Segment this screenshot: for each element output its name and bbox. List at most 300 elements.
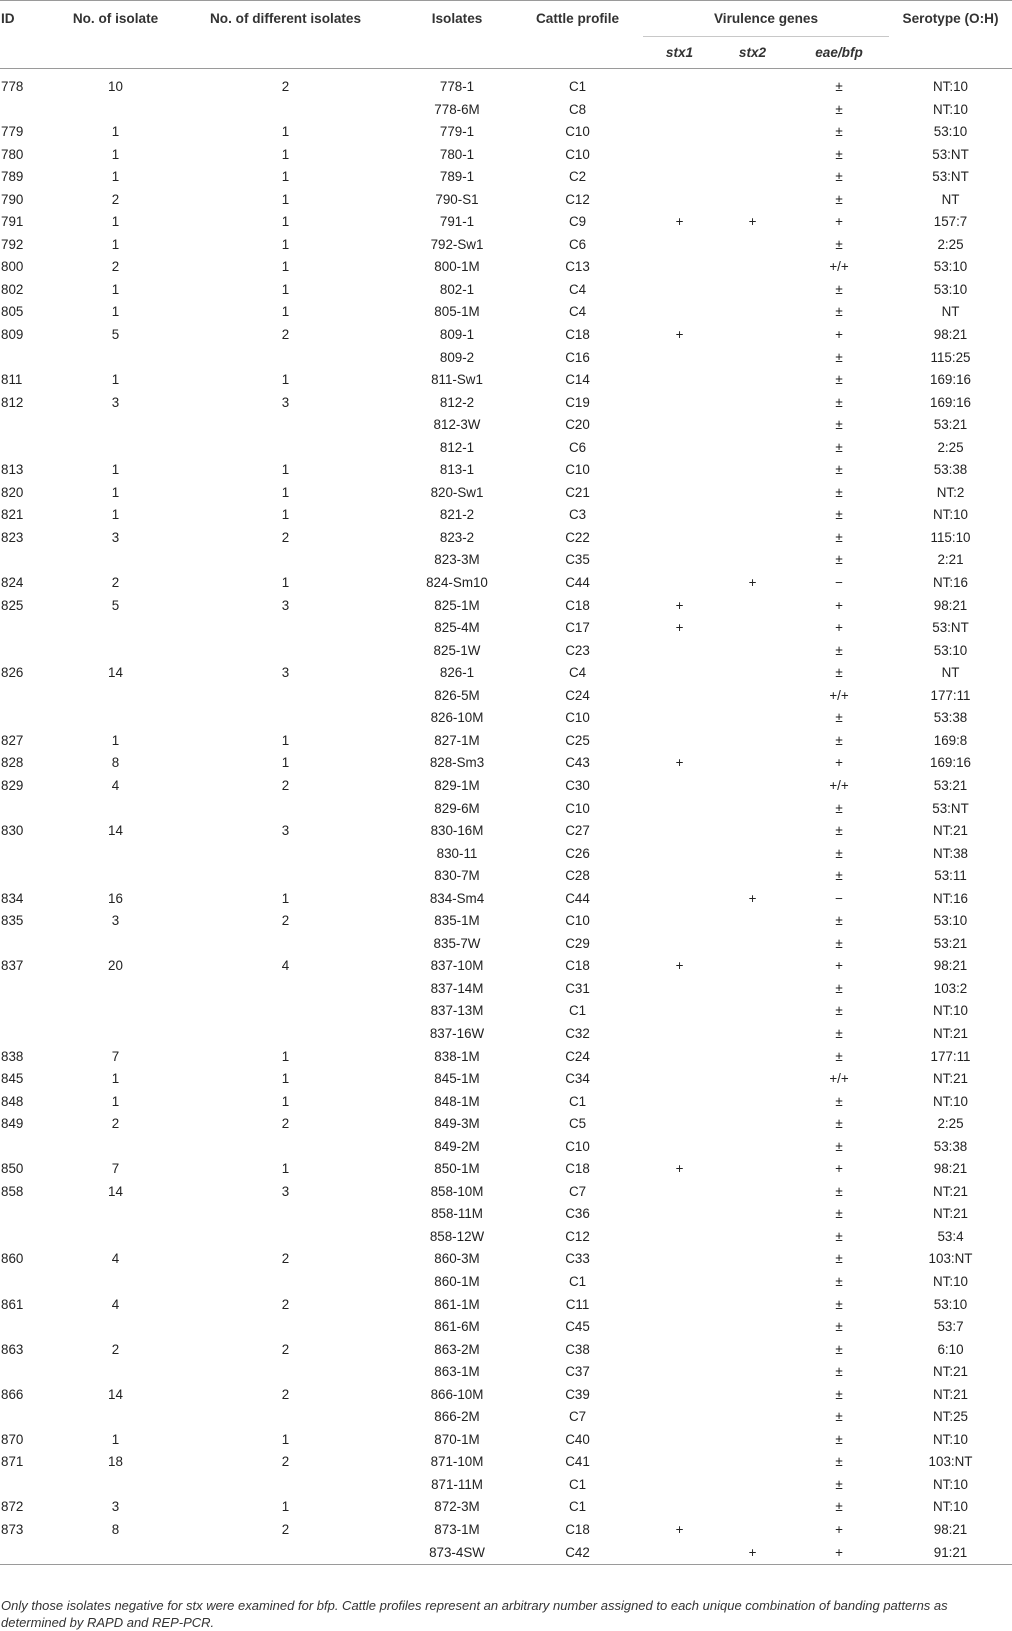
no-isolate-cell (62, 843, 169, 866)
id-cell: 873 (1, 1522, 24, 1537)
eae-bfp-cell: + (835, 327, 843, 343)
cattle-profile-cell: C1 (568, 1499, 587, 1515)
isolate-cell: 824-Sm10 (426, 575, 488, 591)
stx1-cell (643, 1113, 716, 1136)
cattle-profile-cell: C29 (565, 935, 590, 951)
stx2-cell (716, 1519, 789, 1542)
eae-bfp-cell: ± (835, 304, 843, 320)
isolate-cell: 779-1 (439, 124, 475, 140)
isolate-cell: 823-3M (434, 552, 480, 568)
table-body (0, 69, 1012, 1565)
no-isolate-cell: 14 (108, 1183, 123, 1199)
no-different-cell: 1 (281, 1161, 290, 1177)
table-row (0, 1248, 1012, 1271)
cattle-profile-cell: C1 (568, 1003, 587, 1019)
cattle-profile-cell: C38 (565, 1341, 590, 1357)
stx2-cell (716, 99, 789, 122)
cattle-profile-cell: C9 (568, 214, 587, 230)
eae-bfp-cell: ± (835, 1251, 843, 1267)
stx1-cell (643, 1429, 716, 1452)
no-isolate-cell: 18 (108, 1454, 123, 1470)
id-cell (0, 1271, 62, 1294)
stx1-cell (643, 1091, 716, 1114)
eae-bfp-cell: ± (835, 1296, 843, 1312)
id-cell (0, 707, 62, 730)
eae-bfp-cell: ± (835, 980, 843, 996)
serotype-cell: NT:21 (933, 1183, 968, 1199)
stx2-cell (716, 595, 789, 618)
eae-bfp-cell: ± (835, 913, 843, 929)
id-cell: 850 (1, 1161, 24, 1177)
table-row (0, 1519, 1012, 1542)
no-isolate-cell: 1 (111, 1431, 120, 1447)
stx1-cell (643, 256, 716, 279)
cattle-profile-cell: C42 (512, 1542, 643, 1565)
eae-bfp-cell: + (789, 1542, 889, 1565)
serotype-cell: 98:21 (933, 1161, 968, 1177)
table-row (0, 414, 1012, 437)
isolate-cell: 778-6M (434, 101, 480, 117)
id-cell (0, 933, 62, 956)
id-cell: 861 (1, 1296, 24, 1312)
no-different-cell: 1 (281, 169, 290, 185)
stx1-cell (643, 1023, 716, 1046)
stx2-cell (716, 1046, 789, 1069)
cattle-profile-cell: C18 (565, 958, 590, 974)
stx1-cell (643, 504, 716, 527)
cattle-profile-cell: C43 (565, 755, 590, 771)
isolate-cell: 809-2 (439, 349, 475, 365)
table-row (0, 662, 1012, 685)
eae-bfp-cell: ± (835, 146, 843, 162)
eae-bfp-cell: ± (835, 732, 843, 748)
stx1-cell (643, 1316, 716, 1339)
isolate-cell: 837-16W (429, 1025, 485, 1041)
stx1-cell (643, 1068, 716, 1091)
stx2-cell: + (748, 214, 757, 230)
stx2-cell (716, 1384, 789, 1407)
eae-bfp-cell: ± (835, 1499, 843, 1515)
id-cell: 863 (1, 1341, 24, 1357)
isolate-cell: 860-3M (434, 1251, 480, 1267)
table-row (0, 1091, 1012, 1114)
no-isolate-cell (62, 437, 169, 460)
eae-bfp-cell: ± (835, 1003, 843, 1019)
cattle-profile-cell: C34 (565, 1071, 590, 1087)
stx1-cell (643, 1136, 716, 1159)
serotype-cell: 53:21 (933, 417, 968, 433)
eae-bfp-cell: ± (835, 1409, 843, 1425)
no-different-cell (169, 1316, 402, 1339)
isolate-cell: 872-3M (434, 1499, 480, 1515)
eae-bfp-cell: ± (835, 462, 843, 478)
stx2-cell (716, 865, 789, 888)
isolate-cell: 873-1M (434, 1522, 480, 1537)
header-row-primary (0, 1, 1012, 37)
stx2-cell: + (748, 890, 757, 906)
no-different-cell (169, 99, 402, 122)
serotype-cell: 53:10 (933, 1296, 968, 1312)
eae-bfp-cell: + (835, 755, 843, 771)
id-cell: 805 (1, 304, 24, 320)
isolate-cell: 830-7M (434, 868, 480, 884)
serotype-cell: NT:21 (933, 1364, 968, 1380)
header-blank (0, 37, 62, 69)
serotype-cell: NT:21 (933, 823, 968, 839)
serotype-cell: 169:16 (930, 394, 971, 410)
cattle-profile-cell: C6 (568, 439, 587, 455)
cattle-profile-cell: C24 (565, 687, 590, 703)
stx2-cell (716, 459, 789, 482)
no-different-cell: 1 (281, 890, 290, 906)
cattle-profile-cell: C45 (565, 1319, 590, 1335)
id-cell (0, 1226, 62, 1249)
id-cell (0, 1316, 62, 1339)
table-row (0, 1429, 1012, 1452)
serotype-cell: 53:NT (932, 620, 969, 636)
isolate-cell: 827-1M (434, 732, 480, 748)
no-isolate-cell (62, 347, 169, 370)
cattle-profile-cell: C44 (565, 575, 590, 591)
stx2-cell (716, 1316, 789, 1339)
isolate-cell: 805-1M (434, 304, 480, 320)
serotype-cell: 6:10 (937, 1341, 964, 1357)
stx1-cell (643, 707, 716, 730)
eae-bfp-cell: ± (835, 349, 843, 365)
cattle-profile-cell: C41 (565, 1454, 590, 1470)
cattle-profile-cell: C3 (568, 507, 587, 523)
no-isolate-cell (62, 707, 169, 730)
table-row (0, 234, 1012, 257)
id-cell (0, 99, 62, 122)
id-cell (0, 843, 62, 866)
eae-bfp-cell: ± (835, 439, 843, 455)
isolate-cell: 861-1M (434, 1296, 480, 1312)
id-cell: 870 (1, 1431, 24, 1447)
no-isolate-cell: 1 (111, 462, 120, 478)
no-different-cell (169, 685, 402, 708)
id-cell: 824 (1, 575, 24, 591)
no-isolate-cell (62, 617, 169, 640)
stx1-cell (643, 1339, 716, 1362)
stx1-cell (643, 662, 716, 685)
stx1-cell (643, 1248, 716, 1271)
eae-bfp-cell: ± (835, 1228, 843, 1244)
no-different-cell (169, 347, 402, 370)
table-row (0, 843, 1012, 866)
eae-bfp-cell: + (835, 958, 843, 974)
stx1-cell (643, 1451, 716, 1474)
stx1-cell: + (675, 755, 684, 771)
cattle-profile-cell: C1 (568, 1476, 587, 1492)
stx2-cell (716, 1361, 789, 1384)
serotype-cell: 115:25 (930, 349, 971, 365)
id-cell: 827 (1, 732, 24, 748)
isolate-cell: 835-1M (434, 913, 480, 929)
isolate-cell: 828-Sm3 (429, 755, 485, 771)
no-different-cell: 1 (281, 1048, 290, 1064)
no-different-cell: 1 (281, 1093, 290, 1109)
id-cell (0, 1203, 62, 1226)
cattle-profile-cell: C1 (568, 79, 587, 94)
no-different-cell: 1 (281, 259, 290, 275)
id-cell: 802 (1, 281, 24, 297)
cattle-profile-cell: C10 (565, 913, 590, 929)
table-row (0, 392, 1012, 415)
no-different-cell (169, 843, 402, 866)
table-row (0, 1271, 1012, 1294)
eae-bfp-cell: ± (835, 1183, 843, 1199)
no-isolate-cell: 1 (111, 507, 120, 523)
no-different-cell: 2 (281, 913, 290, 929)
table-row (0, 617, 1012, 640)
eae-bfp-cell: ± (835, 1206, 843, 1222)
table-row (0, 910, 1012, 933)
stx1-cell: + (675, 620, 684, 636)
eae-bfp-cell: ± (835, 1364, 843, 1380)
eae-bfp-cell: ± (835, 935, 843, 951)
table-row (0, 1068, 1012, 1091)
isolate-cell: 858-10M (430, 1183, 484, 1199)
stx2-cell (716, 1294, 789, 1317)
stx2-cell (716, 1203, 789, 1226)
serotype-cell: 169:8 (933, 732, 968, 748)
stx1-cell (643, 1181, 716, 1204)
table-row (0, 324, 1012, 347)
id-cell: 800 (1, 259, 24, 275)
stx2-cell (716, 1181, 789, 1204)
id-cell (0, 978, 62, 1001)
id-cell: 780 (1, 146, 24, 162)
id-cell (0, 640, 62, 663)
serotype-cell: 53:7 (937, 1319, 964, 1335)
table-row (0, 279, 1012, 302)
isolate-cell: 826-10M (430, 710, 484, 726)
table-row (0, 888, 1012, 911)
isolate-cell: 800-1M (434, 259, 480, 275)
serotype-cell: 169:16 (930, 755, 971, 771)
table-row (0, 820, 1012, 843)
cattle-profile-cell: C10 (565, 146, 590, 162)
no-different-cell (169, 617, 402, 640)
eae-bfp-cell: ± (835, 1386, 843, 1402)
no-isolate-cell: 1 (111, 214, 120, 230)
no-different-cell (169, 1361, 402, 1384)
cattle-profile-cell: C25 (565, 732, 590, 748)
no-different-cell: 1 (281, 575, 290, 591)
table-row (0, 707, 1012, 730)
cattle-profile-cell: C13 (565, 259, 590, 275)
cattle-profile-cell: C7 (568, 1409, 587, 1425)
id-cell: 811 (1, 372, 23, 388)
stx2-cell (716, 910, 789, 933)
stx1-cell (643, 1294, 716, 1317)
no-isolate-cell (62, 1361, 169, 1384)
no-isolate-cell: 1 (111, 169, 120, 185)
no-different-cell (169, 1136, 402, 1159)
eae-bfp-cell: ± (835, 1476, 843, 1492)
stx2-cell (716, 144, 789, 167)
cattle-profile-cell: C20 (565, 417, 590, 433)
eae-bfp-cell: + (835, 597, 843, 613)
no-isolate-cell: 4 (111, 1296, 120, 1312)
serotype-cell: 53:21 (933, 935, 968, 951)
no-isolate-cell (62, 640, 169, 663)
stx2-cell (716, 730, 789, 753)
stx2-cell (716, 955, 789, 978)
stx1-cell (643, 865, 716, 888)
id-cell (0, 549, 62, 572)
stx1-cell (643, 843, 716, 866)
cattle-profile-cell: C6 (568, 236, 587, 252)
isolate-cell: 866-10M (430, 1386, 484, 1402)
serotype-cell: 177:11 (930, 687, 971, 703)
no-isolate-cell: 4 (111, 1251, 120, 1267)
stx2-cell (716, 482, 789, 505)
serotype-cell: NT:10 (933, 79, 968, 94)
eae-bfp-cell: ± (835, 529, 843, 545)
stx2-cell (716, 707, 789, 730)
serotype-cell: NT:10 (933, 1003, 968, 1019)
serotype-cell: 53:10 (933, 913, 968, 929)
id-cell: 821 (1, 507, 24, 523)
stx2-cell (716, 1406, 789, 1429)
no-different-cell: 2 (281, 777, 290, 793)
id-cell: 828 (1, 755, 24, 771)
no-different-cell: 3 (281, 823, 290, 839)
eae-bfp-cell: ± (835, 800, 843, 816)
no-isolate-cell (62, 978, 169, 1001)
id-cell: 871 (1, 1454, 24, 1470)
header-virulence-genes: Virulence genes (643, 1, 889, 37)
no-isolate-cell: 5 (111, 327, 120, 343)
isolate-cell: 849-2M (434, 1138, 480, 1154)
table-row (0, 1113, 1012, 1136)
no-different-cell: 2 (281, 327, 290, 343)
stx2-cell (716, 166, 789, 189)
eae-bfp-cell: + (835, 620, 843, 636)
stx1-cell (643, 1046, 716, 1069)
isolate-cell: 791-1 (439, 214, 475, 230)
isolate-cell: 830-11 (436, 845, 478, 861)
no-isolate-cell (62, 798, 169, 821)
stx2-cell (716, 662, 789, 685)
isolate-cell: 858-12W (429, 1228, 485, 1244)
stx1-cell (643, 549, 716, 572)
isolate-cell: 866-2M (434, 1409, 480, 1425)
isolate-cell: 837-14M (430, 980, 484, 996)
no-different-cell: 1 (281, 372, 290, 388)
stx1-cell (643, 1000, 716, 1023)
table-row (0, 369, 1012, 392)
cattle-profile-cell: C18 (565, 1522, 590, 1537)
isolate-cell: 837-13M (430, 1003, 484, 1019)
eae-bfp-cell: ± (835, 1454, 843, 1470)
table-row (0, 256, 1012, 279)
no-isolate-cell: 8 (111, 1522, 120, 1537)
table-row (0, 1136, 1012, 1159)
table-row (0, 1181, 1012, 1204)
id-cell: 858 (1, 1183, 24, 1199)
table-row (0, 482, 1012, 505)
no-different-cell: 1 (281, 755, 290, 771)
stx1-cell (643, 301, 716, 324)
table-row (0, 933, 1012, 956)
no-isolate-cell: 1 (111, 484, 120, 500)
stx1-cell (643, 166, 716, 189)
table-row (0, 1406, 1012, 1429)
cattle-profile-cell: C4 (568, 281, 587, 297)
header-stx2: stx2 (716, 37, 789, 69)
no-isolate-cell: 3 (111, 913, 120, 929)
serotype-cell: 53:38 (933, 710, 968, 726)
stx2-cell (716, 392, 789, 415)
isolate-cell: 825-1W (433, 642, 481, 658)
stx2-cell (716, 1136, 789, 1159)
stx2-cell (716, 324, 789, 347)
isolate-cell: 802-1 (439, 281, 475, 297)
cattle-profile-cell: C27 (565, 823, 590, 839)
no-isolate-cell (62, 1316, 169, 1339)
no-isolate-cell (62, 1136, 169, 1159)
header-no-isolate: No. of isolate (72, 11, 159, 27)
cattle-profile-cell: C35 (565, 552, 590, 568)
stx2-cell (716, 1496, 789, 1519)
stx1-cell: + (675, 1161, 684, 1177)
serotype-cell: 53:10 (933, 124, 968, 140)
table-row (0, 1023, 1012, 1046)
stx2-cell (716, 279, 789, 302)
no-different-cell (169, 933, 402, 956)
stx2-cell (716, 640, 789, 663)
stx1-cell (643, 1496, 716, 1519)
stx1-cell (643, 775, 716, 798)
stx1-cell (643, 234, 716, 257)
no-different-cell: 1 (281, 484, 290, 500)
no-isolate-cell: 1 (111, 732, 120, 748)
id-cell: 860 (1, 1251, 24, 1267)
cattle-profile-cell: C18 (565, 597, 590, 613)
cattle-profile-cell: C22 (565, 529, 590, 545)
stx1-cell (643, 730, 716, 753)
id-cell: 825 (1, 597, 24, 613)
table-row (0, 1384, 1012, 1407)
no-different-cell: 1 (281, 1499, 290, 1515)
no-isolate-cell: 1 (111, 236, 120, 252)
stx2-cell (716, 549, 789, 572)
stx1-cell: + (675, 214, 684, 230)
serotype-cell: 2:25 (937, 439, 964, 455)
stx2-cell (716, 301, 789, 324)
stx1-cell: + (675, 327, 684, 343)
table-row (0, 775, 1012, 798)
no-different-cell: 1 (281, 304, 290, 320)
cattle-profile-cell: C16 (565, 349, 590, 365)
serotype-cell: NT:21 (933, 1071, 968, 1087)
table-row (0, 504, 1012, 527)
isolate-cell: 834-Sm4 (429, 890, 485, 906)
stx1-cell (643, 888, 716, 911)
id-cell (0, 685, 62, 708)
no-different-cell: 1 (281, 236, 290, 252)
cattle-profile-cell: C12 (565, 1228, 590, 1244)
eae-bfp-cell: +/+ (829, 1071, 849, 1087)
table-row (0, 595, 1012, 618)
serotype-cell: 53:NT (932, 169, 969, 185)
table-row (0, 1203, 1012, 1226)
serotype-cell: 103:2 (933, 980, 968, 996)
table-row (0, 527, 1012, 550)
